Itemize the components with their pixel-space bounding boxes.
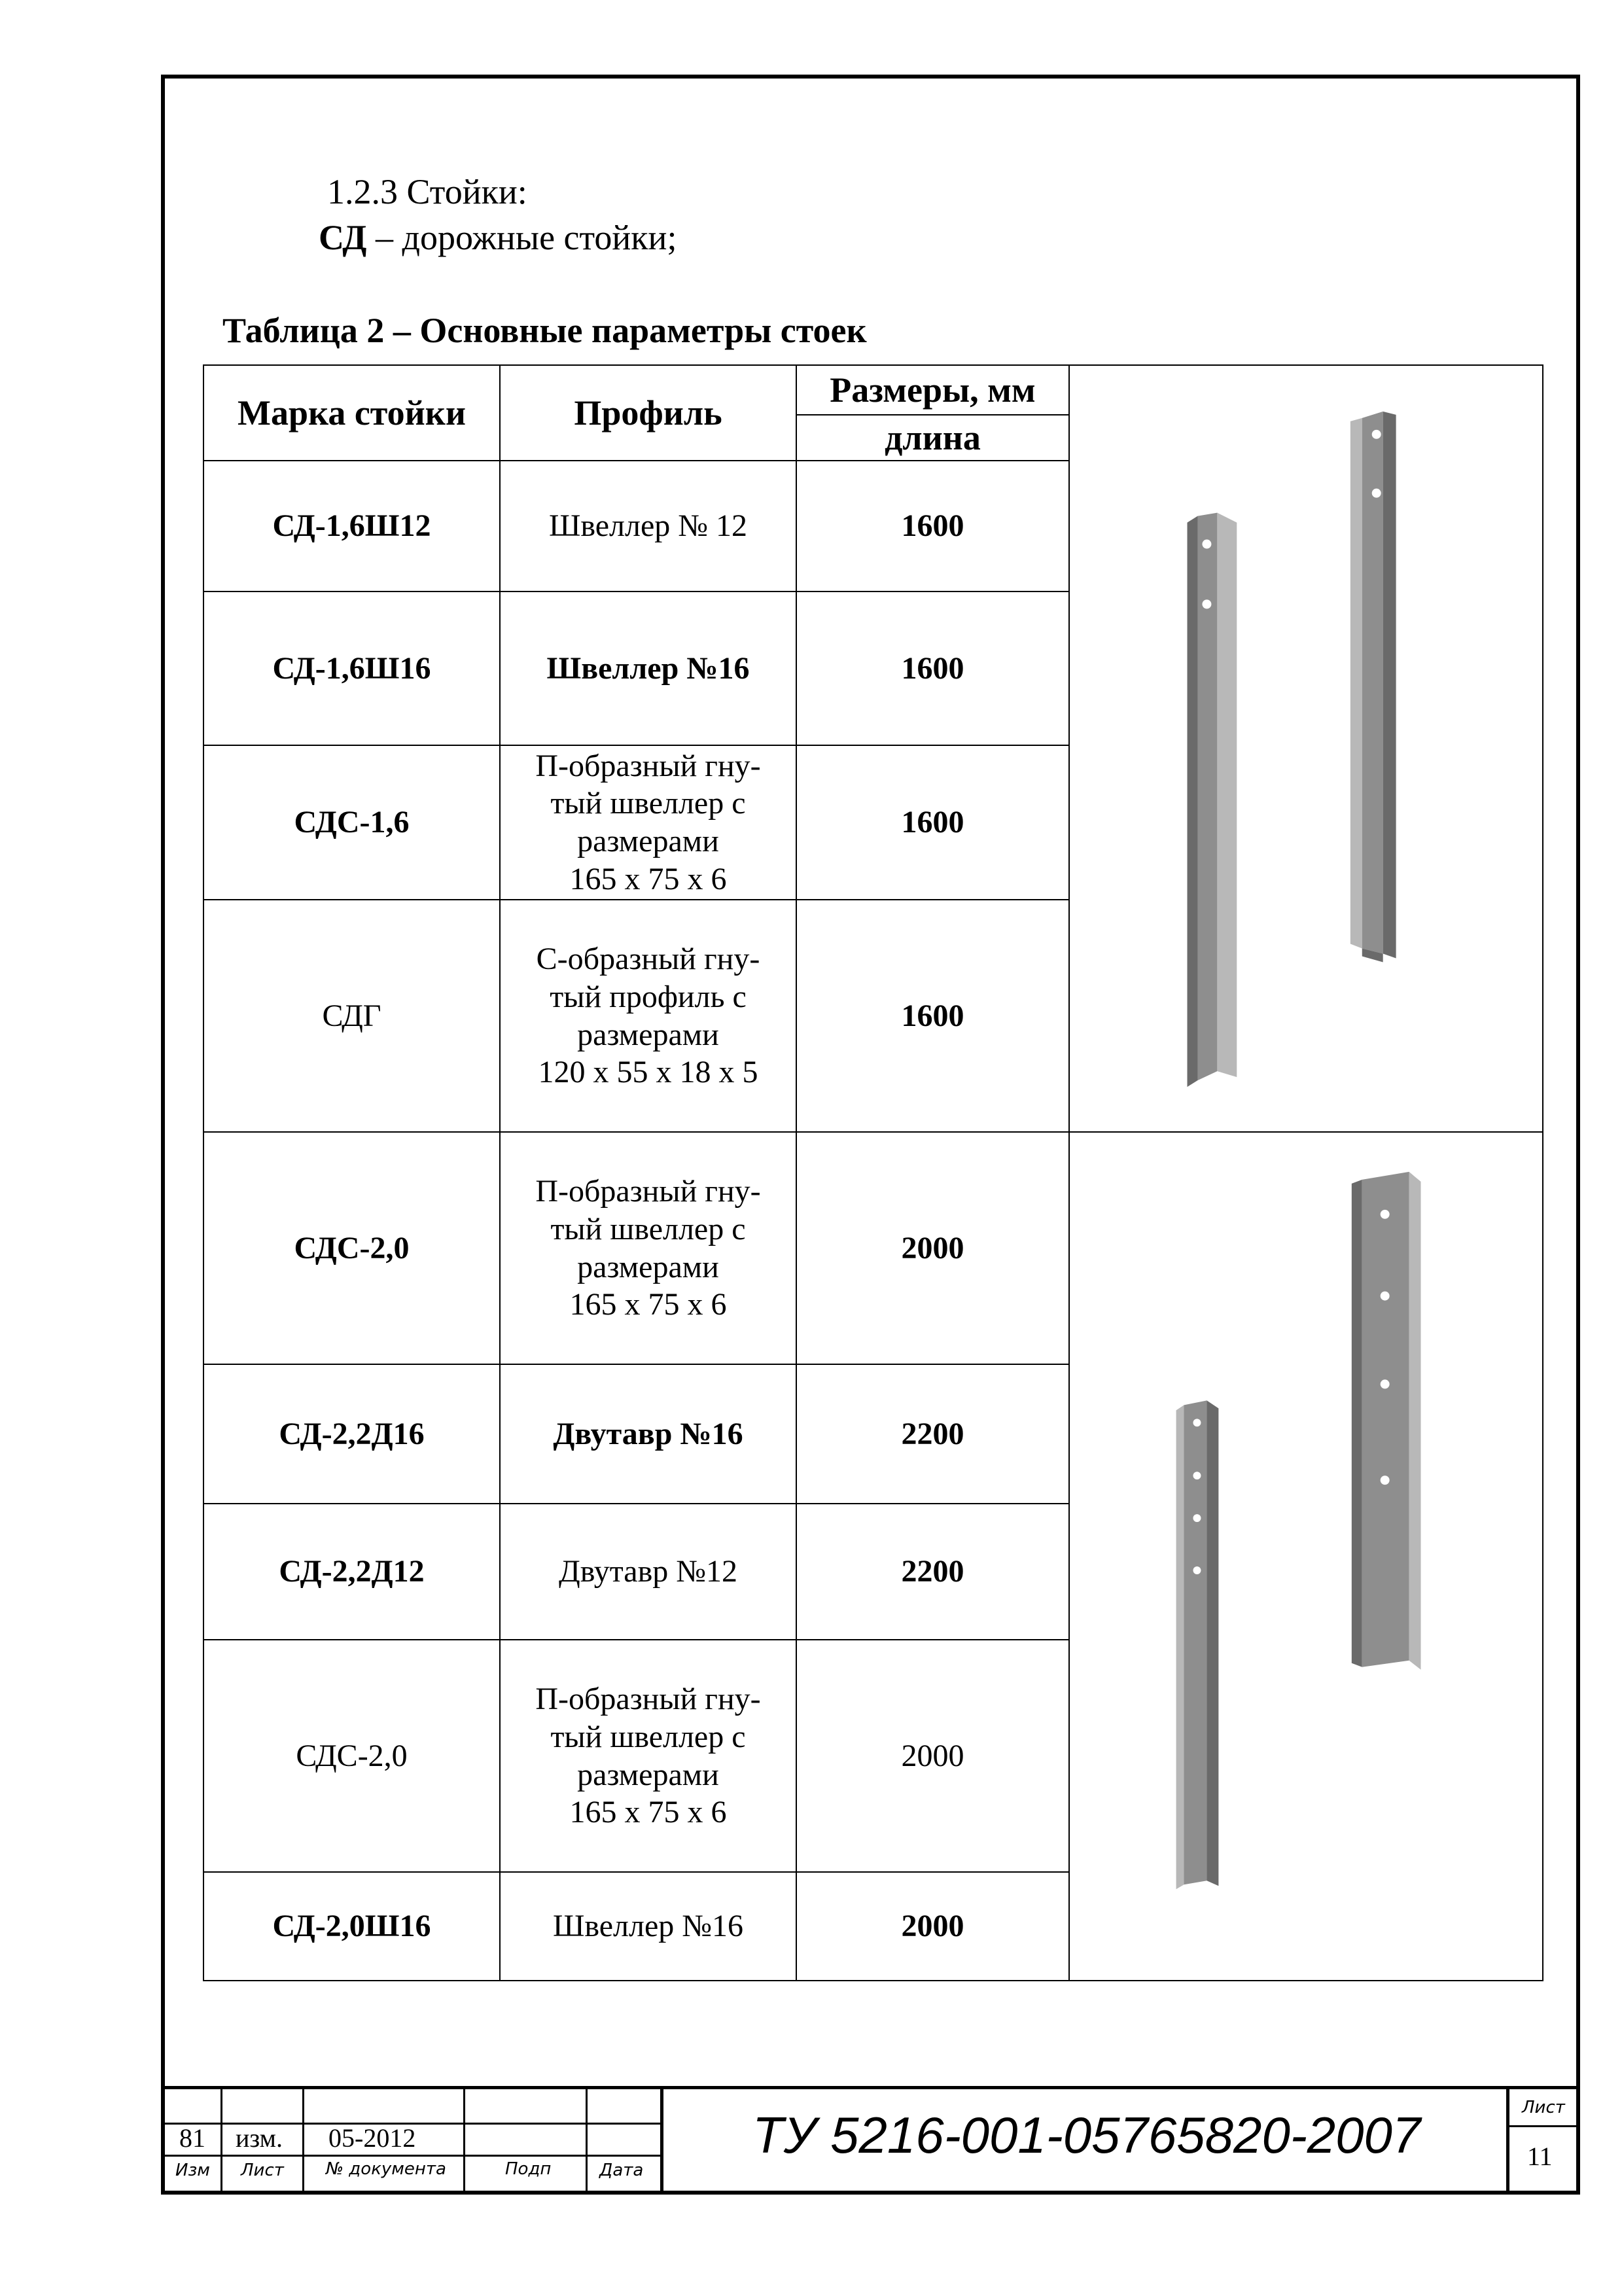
row-6-mark: СД-2,2Д16 [203, 1364, 500, 1504]
row-9-profile: Швеллер №16 [500, 1872, 796, 1981]
label-list: Лист [241, 2161, 284, 2180]
section-abbr: СД [319, 218, 367, 257]
ibeam-tall-hole [1381, 1475, 1390, 1485]
ibeam-post-tall-image [1352, 1172, 1421, 1670]
post-tall-hole [1372, 489, 1381, 498]
label-date: Дата [599, 2161, 644, 2180]
post-short-web [1197, 513, 1217, 1081]
ibeam-short-hole [1193, 1419, 1201, 1426]
row-8-mark: СДС-2,0 [203, 1640, 500, 1872]
ibeam-short-hole [1193, 1472, 1201, 1479]
ibeam-post-short-image [1176, 1400, 1219, 1889]
row-9-length: 2000 [796, 1872, 1069, 1981]
row-1-mark: СД-1,6Ш12 [203, 461, 500, 592]
posts-1600-illustration [1069, 365, 1543, 1132]
section-abbr-desc: – дорожные стойки; [366, 218, 677, 257]
document-code: ТУ 5216-001-05765820-2007 [752, 2106, 1421, 2164]
sheet-number: 11 [1527, 2142, 1553, 2171]
row-7-mark: СД-2,2Д12 [203, 1504, 500, 1640]
row-5-profile: П-образный гну- тый швеллер с размерами 165 х 75 х 6 [500, 1132, 796, 1364]
stamp-col-line [660, 2086, 663, 2191]
channel-post-short-image [1188, 513, 1237, 1087]
ibeam-tall-hole [1381, 1210, 1390, 1219]
stamp-col-line [1506, 2086, 1509, 2191]
section-definition [319, 217, 677, 258]
ibeam-tall-web [1362, 1172, 1409, 1667]
stamp-row-line [165, 2155, 662, 2157]
row-6-length: 2200 [796, 1364, 1069, 1504]
posts-parameters-table [203, 364, 1543, 1981]
row-4-length: 1600 [796, 900, 1069, 1132]
post-tall-flange-dark [1383, 412, 1396, 959]
post-short-flange-dark [1188, 516, 1198, 1087]
stamp-top-line [165, 2086, 1576, 2089]
header-profile: Профиль [500, 365, 796, 461]
row-3-profile: П-образный гну- тый швеллер с размерами 165 х 75 х 6 [500, 745, 796, 900]
table-caption: Таблица 2 – Основные параметры стоек [222, 311, 867, 350]
row-4-profile: С-образный гну- тый профиль с размерами 120 х 55 х 18 х 5 [500, 900, 796, 1132]
label-sign: Подп [505, 2159, 552, 2179]
row-8-profile: П-образный гну- тый швеллер с размерами 165 х 75 х 6 [500, 1640, 796, 1872]
ibeam-short-hole [1193, 1566, 1201, 1574]
label-doc: № документа [326, 2159, 446, 2179]
rev-sheet: 81 [179, 2123, 205, 2153]
stamp-col-line [463, 2086, 465, 2191]
row-6-profile: Двутавр №16 [500, 1364, 796, 1504]
ibeam-short-flange-dark [1207, 1400, 1218, 1886]
row-5-length: 2000 [796, 1132, 1069, 1364]
ibeam-short-flange-light [1176, 1405, 1184, 1889]
row-4-mark: СДГ [203, 900, 500, 1132]
rev-doc: 05-2012 [328, 2123, 416, 2153]
label-izm: Изм [175, 2161, 210, 2180]
stamp-col-line [302, 2086, 304, 2191]
row-2-mark: СД-1,6Ш16 [203, 592, 500, 745]
ibeam-tall-flange-light [1409, 1172, 1421, 1670]
sheet-label: Лист [1522, 2098, 1565, 2117]
row-2-profile: Швеллер №16 [500, 592, 796, 745]
ibeam-tall-hole [1381, 1292, 1390, 1301]
row-7-length: 2200 [796, 1504, 1069, 1640]
posts-2000-illustration [1069, 1132, 1543, 1981]
row-8-length: 2000 [796, 1640, 1069, 1872]
ibeam-tall-flange-dark [1352, 1180, 1362, 1667]
row-3-length: 1600 [796, 745, 1069, 900]
row-1-length: 1600 [796, 461, 1069, 592]
row-1-profile: Швеллер № 12 [500, 461, 796, 592]
post-tall-flange-light [1350, 418, 1362, 949]
stamp-sheet-line [1506, 2125, 1576, 2127]
section-heading: 1.2.3 Стойки: [327, 172, 527, 211]
row-3-mark: СДС-1,6 [203, 745, 500, 900]
row-5-mark: СДС-2,0 [203, 1132, 500, 1364]
post-tall-hole [1372, 430, 1381, 439]
row-9-mark: СД-2,0Ш16 [203, 1872, 500, 1981]
post-short-hole [1202, 599, 1211, 609]
post-short-hole [1202, 540, 1211, 549]
channel-post-tall-image [1350, 412, 1396, 963]
post-short-flange-light [1217, 513, 1237, 1078]
stamp-col-line [586, 2086, 588, 2191]
header-mark: Марка стойки [203, 365, 500, 461]
ibeam-tall-hole [1381, 1379, 1390, 1388]
header-sizes: Размеры, мм [796, 365, 1069, 415]
stamp-col-line [220, 2086, 222, 2191]
rev-change: изм. [236, 2123, 283, 2153]
row-7-profile: Двутавр №12 [500, 1504, 796, 1640]
row-2-length: 1600 [796, 592, 1069, 745]
header-length: длина [796, 415, 1069, 461]
ibeam-short-hole [1193, 1514, 1201, 1522]
